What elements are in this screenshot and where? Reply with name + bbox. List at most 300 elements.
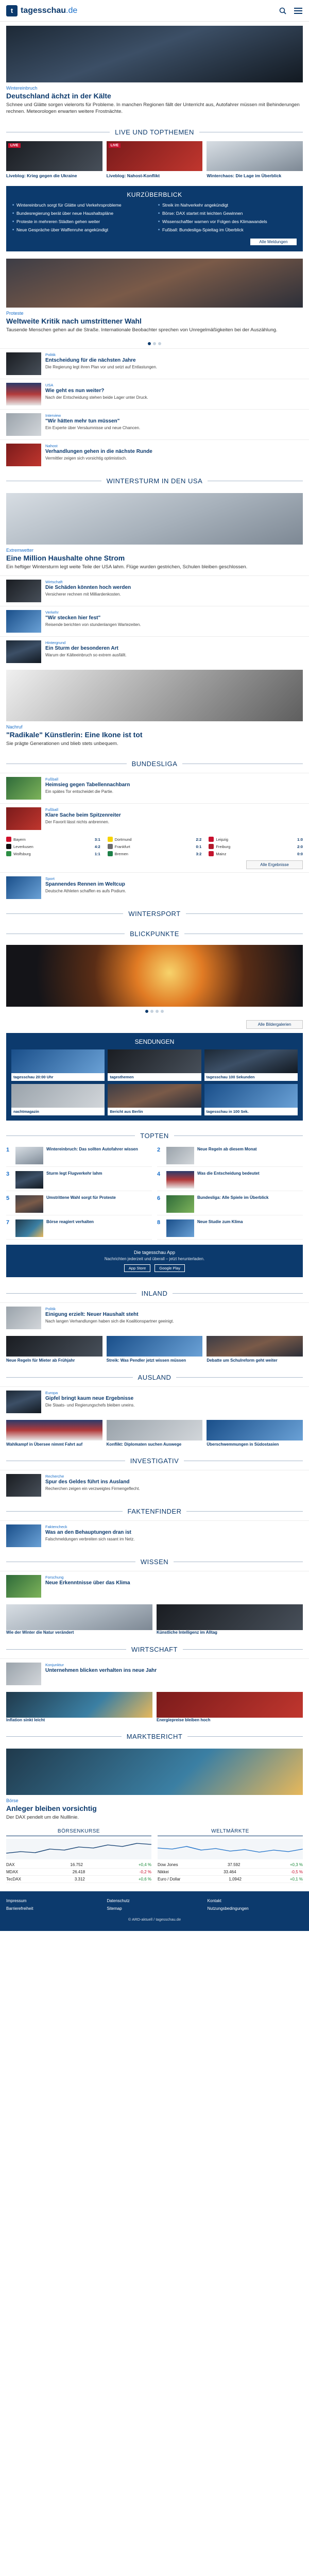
kurzueberblick-item[interactable]: ■ Proteste in mehreren Städten gehen weiter [12, 219, 151, 225]
topten-item[interactable] [157, 1217, 303, 1240]
list-item-kicker: Fußball [45, 807, 59, 812]
blickpunkte-pager[interactable] [0, 1007, 309, 1016]
topten-title: Wintereinbruch: Das sollten Autofahrer wissen [46, 1147, 138, 1152]
market-name: TecDAX [6, 1877, 21, 1882]
list-item-title[interactable]: Die Schäden könnten hoch werden [45, 585, 131, 591]
list-item-title[interactable]: Ein Sturm der besonderen Art [45, 646, 118, 652]
section-title-winter-usa-text: WINTERSTURM IN DEN USA [101, 477, 208, 485]
site-logo[interactable] [6, 5, 77, 16]
list-item-title[interactable]: Heimsieg gegen Tabellennachbarn [45, 782, 130, 788]
winter-usa-story[interactable] [0, 490, 309, 576]
team-crest-icon [209, 851, 214, 856]
topten-item[interactable] [6, 1217, 152, 1240]
list-item[interactable] [0, 773, 309, 803]
pager-dot[interactable] [148, 342, 151, 345]
hero-image [6, 26, 303, 82]
pager-dot[interactable] [153, 342, 156, 345]
market-row[interactable] [6, 1861, 151, 1869]
match-score: 3:1 [94, 837, 100, 842]
inland-card-title: Streik: Was Pendler jetzt wissen müssen [106, 1358, 186, 1363]
footer-link[interactable]: Nutzungsbedingungen [207, 1906, 249, 1911]
topten-rank: 6 [157, 1195, 161, 1202]
result-row[interactable] [209, 844, 303, 849]
match-score: 1:0 [297, 837, 303, 842]
wissen-card[interactable] [6, 1604, 152, 1635]
list-item[interactable] [0, 1571, 309, 1601]
list-item-title[interactable]: Was an den Behauptungen dran ist [45, 1530, 131, 1536]
portrait-kicker: Nachruf [6, 724, 23, 730]
team-name: Bayern [13, 837, 26, 842]
topten-title: Was die Entscheidung bedeutet [197, 1171, 260, 1176]
sendung-card[interactable] [108, 1084, 201, 1115]
match-score: 2:0 [297, 844, 303, 849]
result-row[interactable] [209, 837, 303, 842]
list-item-body [45, 777, 303, 800]
app-store-button[interactable]: App Store [124, 1264, 150, 1272]
section-title-wirtschaft [0, 1638, 309, 1658]
market-value: 1,0942 [229, 1877, 242, 1882]
list-item-image [6, 640, 41, 663]
ausland-card-title: Konflikt: Diplomaten suchen Auswege [106, 1442, 182, 1447]
market-row[interactable] [6, 1869, 151, 1876]
live-card-image [207, 141, 303, 171]
section-title-investigativ-text: INVESTIGATIV [125, 1457, 184, 1465]
topten-rank: 5 [6, 1195, 10, 1202]
kurzueberblick-item[interactable]: ■ Streik im Nahverkehr angekündigt [158, 202, 297, 208]
live-card-caption: Liveblog: Nahost-Konflikt [106, 173, 160, 179]
pager-dot[interactable] [161, 1010, 164, 1013]
result-row[interactable] [209, 851, 303, 856]
market-row[interactable] [158, 1869, 303, 1876]
section-title-wirtschaft-text: WIRTSCHAFT [126, 1646, 183, 1653]
list-item-text: Ein spätes Tor entscheidet die Partie. [45, 789, 113, 794]
sendung-card[interactable] [204, 1049, 298, 1081]
inland-card[interactable] [107, 1336, 203, 1363]
section-title-ausland [0, 1366, 309, 1386]
market-change: -0,5 % [290, 1870, 303, 1875]
list-item-image [6, 876, 41, 899]
list-item-title[interactable]: Entscheidung für die nächsten Jahre [45, 357, 136, 363]
list-item-title[interactable]: Verhandlungen gehen in die nächste Runde [45, 448, 152, 454]
list-item-body [45, 580, 303, 602]
hero-story[interactable] [0, 22, 309, 121]
kurzueberblick-title: KURZÜBERBLICK [127, 191, 182, 199]
topten-image [15, 1171, 43, 1189]
main-story-teaser: Tausende Menschen gehen auf die Straße. Internationale Beobachter sprechen von Unregelmäßigkeiten bei der Auszählung. [6, 327, 278, 333]
topten-item[interactable] [6, 1169, 152, 1191]
list-item[interactable] [0, 1470, 309, 1500]
topten-rank: 1 [6, 1147, 10, 1154]
boersenkurse-title: BÖRSENKURSE [6, 1828, 151, 1836]
list-item-image [6, 352, 41, 375]
live-card-caption: Liveblog: Krieg gegen die Ukraine [6, 173, 77, 179]
result-row[interactable] [108, 837, 202, 842]
topten-image [166, 1195, 194, 1213]
topten-image [15, 1195, 43, 1213]
footer-link[interactable]: Datenschutz [107, 1899, 130, 1904]
list-item-title[interactable]: Neue Erkenntnisse über das Klima [45, 1580, 130, 1586]
google-play-button[interactable]: Google Play [154, 1264, 185, 1272]
footer-link[interactable]: Barrierefreiheit [6, 1906, 33, 1911]
list-item-title[interactable]: Spannendes Rennen im Weltcup [45, 882, 125, 888]
section-title-blickpunkte-text: BLICKPUNKTE [125, 930, 184, 938]
section-title-topten-text: TOPTEN [135, 1132, 174, 1140]
topten-title: Bundesliga: Alle Spiele im Überblick [197, 1195, 269, 1200]
wissen-card-image [157, 1604, 303, 1630]
hero-teaser: Schnee und Glätte sorgen vielerorts für Probleme. In manchen Regionen fällt der Unterricht aus, Autofahrer müssen mit Behinderungen rechnen. Meteorologen erwarten weitere Frostnächte. [6, 101, 300, 114]
list-item-text: Die Staats- und Regierungschefs bleiben uneins. [45, 1402, 135, 1408]
list-item[interactable] [0, 1386, 309, 1417]
topten-title: Neue Regeln ab diesem Monat [197, 1147, 257, 1152]
section-title-wissen-text: WISSEN [135, 1558, 174, 1566]
topten-item[interactable] [157, 1145, 303, 1167]
team-name: Freiburg [216, 844, 231, 849]
list-item-body [45, 413, 303, 436]
kurzueberblick-item[interactable]: ■ Bundesregierung berät über neue Haushaltspläne [12, 211, 151, 216]
list-item-image [6, 383, 41, 405]
sendung-caption: Bericht aus Berlin [108, 1108, 201, 1115]
weltmaerkte-sparkline [158, 1839, 303, 1859]
match-score: 1:1 [94, 851, 100, 856]
slider-pager[interactable] [0, 339, 309, 348]
wissen-grid [0, 1601, 309, 1638]
list-item-text: Recherchen zeigen ein verzweigtes Firmengeflecht. [45, 1486, 140, 1492]
list-item-kicker: Europa [45, 1390, 58, 1395]
live-badge: LIVE [109, 143, 121, 148]
wirtschaft-card-image [6, 1692, 152, 1718]
main-story-title[interactable]: Weltweite Kritik nach umstrittener Wahl [6, 317, 142, 326]
ausland-card-image [6, 1420, 102, 1440]
topten-item[interactable] [6, 1145, 152, 1167]
winter-usa-image [6, 493, 303, 545]
list-item-body [45, 352, 303, 375]
list-item-body [45, 1524, 303, 1547]
kurzueberblick-item[interactable]: ■ Neue Gespräche über Waffenruhe angekündigt [12, 227, 151, 233]
news-list-a [0, 348, 309, 470]
topten-item[interactable] [6, 1193, 152, 1215]
list-item-kicker: Interview [45, 413, 61, 418]
section-title-topten [0, 1125, 309, 1145]
marktbericht-story[interactable] [0, 1745, 309, 1826]
app-promo [6, 1245, 303, 1277]
pager-dot[interactable] [158, 342, 161, 345]
list-item-kicker: Nahost [45, 443, 58, 448]
team-name: Leverkusen [13, 844, 33, 849]
team-name: Dortmund [114, 837, 132, 842]
marktbericht-text: Der DAX pendelt um die Nulllinie. [6, 1815, 79, 1821]
sendung-caption: tagesschau 100 Sekunden [204, 1073, 298, 1081]
sendung-caption: nachtmagazin [11, 1108, 105, 1115]
winter-usa-title[interactable]: Eine Million Haushalte ohne Strom [6, 553, 125, 562]
topten-image [166, 1171, 194, 1189]
wirtschaft-card-image [157, 1692, 303, 1718]
list-item-title[interactable]: "Wir stecken hier fest" [45, 615, 101, 621]
list-item-text: Deutsche Athleten schaffen es aufs Podium. [45, 889, 126, 894]
wirtschaft-grid [0, 1689, 309, 1726]
list-item-kicker: Faktencheck [45, 1524, 67, 1530]
list-item-kicker: Wirtschaft [45, 580, 63, 585]
menu-icon[interactable] [294, 6, 303, 15]
list-item-kicker: Fußball [45, 777, 59, 782]
app-promo-buttons [11, 1264, 298, 1272]
winter-usa-teaser: Ein heftiger Wintersturm legt weite Teile der USA lahm. Flüge wurden gestrichen, Schulen bleiben geschlossen. [6, 564, 248, 570]
sendung-caption: tagesthemen [108, 1073, 201, 1081]
list-item-text: Reisende berichten von stundenlangen Wartezeiten. [45, 622, 141, 628]
inland-card[interactable] [207, 1336, 303, 1363]
footer-link[interactable]: Kontakt [207, 1899, 221, 1904]
team-name: Frankfurt [114, 844, 130, 849]
kurzueberblick-box [6, 186, 303, 251]
list-item-image [6, 777, 41, 800]
live-card-image [107, 141, 203, 171]
weltmaerkte-title: WELTMÄRKTE [158, 1828, 303, 1836]
hero-kicker: Wintereinbruch [6, 86, 38, 91]
list-item[interactable] [0, 1302, 309, 1333]
inland-card-title: Neue Regeln für Mieter ab Frühjahr [6, 1358, 75, 1363]
list-item-body [45, 876, 303, 899]
result-row[interactable] [108, 844, 202, 849]
team-name: Leipzig [216, 837, 229, 842]
list-item-title[interactable]: Unternehmen blicken verhalten ins neue Jahr [45, 1667, 157, 1673]
blickpunkte-image[interactable] [6, 945, 303, 1007]
footer-links [6, 1899, 303, 1911]
footer-copyright: © ARD-aktuell / tagesschau.de [128, 1917, 181, 1922]
market-change: +0,4 % [138, 1862, 151, 1868]
sendungen-grid [11, 1049, 298, 1115]
market-name: Euro / Dollar [158, 1877, 181, 1882]
section-title-wintersport [0, 903, 309, 923]
wirtschaft-card[interactable] [6, 1692, 152, 1723]
list-item-body [45, 1307, 303, 1329]
list-item[interactable] [0, 1520, 309, 1551]
list-item-kicker: Recherche [45, 1474, 64, 1479]
list-item-text: Vermittler zeigen sich vorsichtig optimistisch. [45, 455, 127, 461]
market-name: DAX [6, 1862, 15, 1868]
marktbericht-kicker: Börse [6, 1798, 19, 1804]
list-item[interactable] [0, 409, 309, 439]
bundesliga-more-button[interactable]: Alle Ergebnisse [246, 860, 303, 869]
boersenkurse-rows [6, 1861, 151, 1883]
weltmaerkte-box [158, 1828, 303, 1883]
sendung-card[interactable] [11, 1084, 105, 1115]
list-item-image [6, 807, 41, 830]
wirtschaft-card-title: Energiepreise bleiben hoch [157, 1717, 211, 1722]
sendung-card[interactable] [11, 1049, 105, 1081]
list-item[interactable] [0, 1658, 309, 1689]
header-actions [278, 6, 303, 15]
wissen-card-title: Wie der Winter die Natur verändert [6, 1630, 74, 1635]
list-item-title[interactable]: Klare Sache beim Spitzenreiter [45, 812, 121, 819]
list-item-kicker: Politik [45, 1307, 56, 1312]
ausland-card-image [107, 1420, 203, 1440]
logo-main: tagesschau [21, 6, 66, 15]
list-item-text: Nach langen Verhandlungen haben sich die Koalitionspartner geeinigt. [45, 1319, 174, 1324]
ausland-card[interactable] [6, 1420, 102, 1447]
topten-rank: 8 [157, 1219, 161, 1226]
inland-card-title: Debatte um Schulreform geht weiter [207, 1358, 278, 1363]
app-promo-text: Nachrichten jederzeit und überall – jetzt herunterladen. [104, 1257, 205, 1262]
list-item-text: Warum der Kälteeinbruch so extrem ausfällt. [45, 653, 127, 658]
live-card[interactable] [207, 141, 303, 179]
result-row[interactable] [6, 837, 100, 842]
list-item-body [45, 1391, 303, 1413]
pager-dot[interactable] [145, 1010, 148, 1013]
list-item-title[interactable]: Spur des Geldes führt ins Ausland [45, 1479, 130, 1485]
list-item[interactable] [0, 348, 309, 379]
pager-dot[interactable] [156, 1010, 159, 1013]
list-item-image [6, 1663, 41, 1685]
list-item-body [45, 1474, 303, 1497]
list-item[interactable] [0, 439, 309, 470]
list-item-text: Der Favorit lässt nichts anbrennen. [45, 820, 110, 825]
list-item[interactable] [0, 575, 309, 606]
team-crest-icon [6, 851, 11, 856]
topten-image [166, 1219, 194, 1237]
list-item-text: Nach der Entscheidung stehen beide Lager unter Druck. [45, 395, 148, 400]
sendung-image [108, 1049, 201, 1073]
section-title-winter-usa [0, 470, 309, 490]
list-item-title[interactable]: Wie geht es nun weiter? [45, 387, 105, 394]
result-row[interactable] [6, 844, 100, 849]
topten-image [15, 1147, 43, 1164]
section-title-wintersport-text: WINTERSPORT [123, 910, 185, 918]
footer-link[interactable]: Sitemap [107, 1906, 122, 1911]
inland-card-image [207, 1336, 303, 1357]
portrait-story[interactable] [0, 667, 309, 753]
topten-list [0, 1145, 309, 1240]
live-card[interactable] [107, 141, 203, 179]
section-title-live-text: LIVE UND TOPTHEMEN [110, 128, 199, 136]
wirtschaft-card-title: Inflation sinkt leicht [6, 1717, 45, 1722]
wissen-card[interactable] [157, 1604, 303, 1635]
bundesliga-list [0, 773, 309, 834]
list-item-image [6, 580, 41, 602]
team-crest-icon [209, 844, 214, 849]
topten-rank: 4 [157, 1171, 161, 1178]
ausland-card[interactable] [207, 1420, 303, 1447]
market-name: Nikkei [158, 1870, 169, 1875]
list-item-title[interactable]: Gipfel bringt kaum neue Ergebnisse [45, 1395, 134, 1401]
market-value: 16.752 [70, 1862, 83, 1868]
list-item[interactable] [0, 872, 309, 903]
portrait-image [6, 670, 303, 721]
market-row[interactable] [158, 1861, 303, 1869]
sendung-card[interactable] [108, 1049, 201, 1081]
kurzueberblick-item[interactable]: ■ Fußball: Bundesliga-Spieltag im Überblick [158, 227, 297, 233]
team-crest-icon [108, 851, 113, 856]
kurzueberblick-item[interactable]: ■ Wintereinbruch sorgt für Glätte und Verkehrsprobleme [12, 202, 151, 208]
search-icon[interactable] [278, 6, 287, 15]
list-item-image [6, 610, 41, 633]
topten-rank: 3 [6, 1171, 10, 1178]
topten-item[interactable] [157, 1193, 303, 1215]
market-row[interactable] [6, 1876, 151, 1883]
portrait-title[interactable]: "Radikale" Künstlerin: Eine Ikone ist tot [6, 731, 143, 739]
footer-link[interactable]: Impressum [6, 1899, 27, 1904]
ausland-card[interactable] [107, 1420, 203, 1447]
list-item[interactable] [0, 379, 309, 409]
team-name: Wolfsburg [13, 851, 31, 856]
team-crest-icon [108, 844, 113, 849]
logo-text [21, 6, 77, 15]
blickpunkte-more-button[interactable]: Alle Bildergalerien [246, 1020, 303, 1029]
result-row[interactable] [6, 851, 100, 856]
list-item-kicker: USA [45, 382, 54, 387]
pager-dot[interactable] [150, 1010, 153, 1013]
sendung-card[interactable] [204, 1084, 298, 1115]
main-story-kicker: Proteste [6, 311, 24, 316]
section-title-live [0, 121, 309, 141]
market-change: +0,3 % [289, 1862, 303, 1868]
market-row[interactable] [158, 1876, 303, 1883]
wirtschaft-card[interactable] [157, 1692, 303, 1723]
list-item-kicker: Forschung [45, 1575, 64, 1580]
list-item-image [6, 1474, 41, 1497]
team-crest-icon [6, 837, 11, 842]
live-card-caption: Winterchaos: Die Lage im Überblick [207, 173, 282, 179]
site-header [0, 0, 309, 22]
inland-card[interactable] [6, 1336, 102, 1363]
market-value: 33.464 [224, 1870, 236, 1875]
market-value: 26.418 [72, 1870, 85, 1875]
sendung-image [204, 1049, 298, 1073]
section-title-marktbericht [0, 1725, 309, 1745]
topten-rank: 7 [6, 1219, 10, 1226]
ausland-card-title: Überschwemmungen in Südostasien [207, 1442, 279, 1447]
market-change: -0,2 % [139, 1870, 151, 1875]
list-item-title[interactable]: "Wir hätten mehr tun müssen" [45, 418, 120, 424]
kurzueberblick-list [12, 202, 297, 235]
boersenkurse-box [6, 1828, 151, 1883]
hero-title[interactable]: Deutschland ächzt in der Kälte [6, 92, 111, 100]
ausland-grid [0, 1417, 309, 1450]
topten-item[interactable] [157, 1169, 303, 1191]
topten-title: Neue Studie zum Klima [197, 1219, 243, 1225]
section-title-faktenfinder-text: FAKTENFINDER [123, 1507, 187, 1515]
list-item-kicker: Hintergrund [45, 640, 66, 646]
list-item-image [6, 1575, 41, 1598]
match-score: 0:1 [196, 844, 202, 849]
live-badge: LIVE [8, 143, 21, 148]
list-item[interactable] [0, 803, 309, 834]
market-value: 3.312 [74, 1877, 85, 1882]
marktbericht-title[interactable]: Anleger bleiben vorsichtig [6, 1804, 97, 1813]
list-item[interactable] [0, 606, 309, 636]
section-title-faktenfinder [0, 1500, 309, 1520]
sendung-image [204, 1084, 298, 1108]
kurzueberblick-item[interactable]: ■ Börse: DAX startet mit leichten Gewinnen [158, 211, 297, 216]
inland-card-image [107, 1336, 203, 1357]
market-value: 37.592 [227, 1862, 241, 1868]
list-item-title[interactable]: Einigung erzielt: Neuer Haushalt steht [45, 1312, 139, 1318]
winter-usa-kicker: Extremwetter [6, 547, 34, 553]
list-item-image [6, 413, 41, 436]
kurzueberblick-more-button[interactable]: Alle Meldungen [250, 239, 297, 245]
section-title-bundesliga-text: BUNDESLIGA [127, 760, 183, 768]
section-title-blickpunkte [0, 923, 309, 943]
main-story-image [6, 259, 303, 308]
news-list-b [0, 575, 309, 667]
list-item-body [45, 640, 303, 663]
portrait-text: Sie prägte Generationen und blieb stets unbequem. [6, 741, 118, 747]
result-row[interactable] [108, 851, 202, 856]
list-item-kicker: Verkehr [45, 610, 59, 615]
list-item[interactable] [0, 636, 309, 667]
kurzueberblick-item[interactable]: ■ Wissenschaftler warnen vor Folgen des Klimawandels [158, 219, 297, 225]
team-crest-icon [209, 837, 214, 842]
main-story[interactable] [0, 256, 309, 339]
live-card[interactable] [6, 141, 102, 179]
